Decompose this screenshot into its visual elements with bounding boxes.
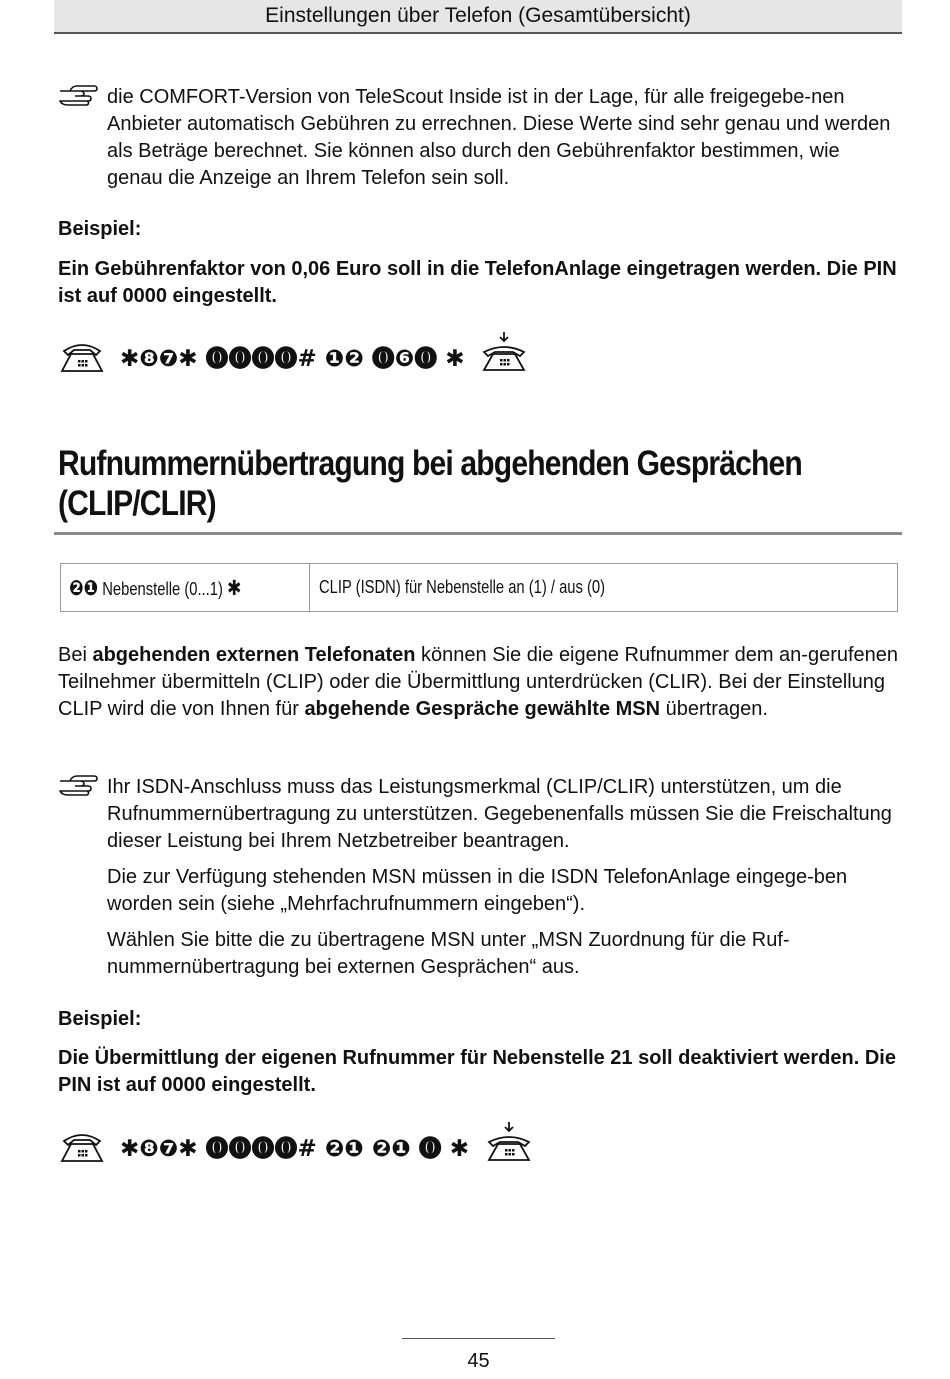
intro-bold-b: abgehenden externen Telefonaten [92,644,416,666]
page-number: 45 [467,1350,490,1372]
section-title [58,444,901,524]
key-sequence-2 [58,1124,533,1168]
example-2-label: Beispiel: [58,1008,142,1030]
note-2-paragraph-1: Ihr ISDN-Anschluss muss das Leistungsmerkmal (CLIP/CLIR) unterstützen, um die Rufnummernübertragung zu unterstützen. Gegebenenfalls müssen Sie die Freischaltung dieser Leistung bei Ihrem Netzbetreiber beantragen. [107,776,892,852]
section-intro [58,642,900,723]
handset-hangup-icon [485,1122,533,1162]
note-2-paragraph-3: Wählen Sie bitte die zu übertragene MSN unter „MSN Zuordnung für die Ruf-nummernübertragung bei externen Gesprächen“ aus. [107,929,790,978]
parameter-table [60,563,898,612]
intro-bold-d: abgehende Gespräche gewählte MSN [304,698,661,720]
handset-lift-icon [58,337,106,375]
key-sequence-1 [58,334,528,378]
note-block-1 [58,84,900,201]
example-1-label: Beispiel: [58,218,142,240]
key-sequence-1-code: ✱❽❼✱ ⓿⓿⓿⓿# ❶❷ ⓿❻⓿ ✱ [120,345,465,372]
param-label: Nebenstelle (0...1) [102,578,223,599]
parameter-table-description-cell [310,564,897,611]
section-title-rule [54,532,902,535]
note-2-paragraph-2: Die zur Verfügung stehenden MSN müssen in die ISDN TelefonAnlage eingege-ben worden sein (siehe „Mehrfachrufnummern eingeben“). [107,866,848,915]
section-title-line-1: Rufnummernübertragung bei abgehenden Gesprächen [58,444,802,483]
footer-rule [402,1338,555,1339]
handset-lift-icon [58,1127,106,1165]
note-1-text: die COMFORT-Version von TeleScout Inside ist in der Lage, für alle freigegebe-nen Anbieter automatisch Gebühren zu errechnen. Diese Werte sind sehr genau und werden als Beträge berechnet. Sie können also durch den Gebührenfaktor bestimmen, wie genau die Anzeige an Ihrem Telefon sein soll. [107,86,891,189]
param-description: CLIP (ISDN) für Nebenstelle an (1) / aus (0) [319,577,606,597]
intro-text-e: übertragen. [660,698,768,720]
section-title-line-2: (CLIP/CLIR) [58,484,216,523]
page-header-title: Einstellungen über Telefon (Gesamtübersicht) [265,4,691,27]
example-1-text: Ein Gebührenfaktor von 0,06 Euro soll in die TelefonAnlage eingetragen werden. Die PIN ist auf 0000 eingestellt. [58,258,897,307]
pointing-hand-icon [58,83,98,107]
example-2-text: Die Übermittlung der eigenen Rufnummer für Nebenstelle 21 soll deaktiviert werden. Die PIN ist auf 0000 eingestellt. [58,1047,896,1096]
param-code-left: ❷❶ [69,575,99,600]
key-sequence-2-code: ✱❽❼✱ ⓿⓿⓿⓿# ❷❶ ❷❶ ⓿ ✱ [120,1135,469,1162]
param-code-right: ✱ [226,575,242,600]
note-block-2 [58,774,900,990]
handset-hangup-icon [480,332,528,372]
intro-text-a: Bei [58,644,93,666]
pointing-hand-icon [58,773,98,797]
page-header [54,0,902,34]
parameter-table-code-cell [61,564,310,611]
intro-text-c: können Sie die eigene Rufnummer dem an-gerufenen Teilnehmer übermitteln (CLIP) oder die Übermittlung unterdrücken (CLIR). Bei der Einstellung CLIP wird die von Ihnen für [58,644,899,720]
